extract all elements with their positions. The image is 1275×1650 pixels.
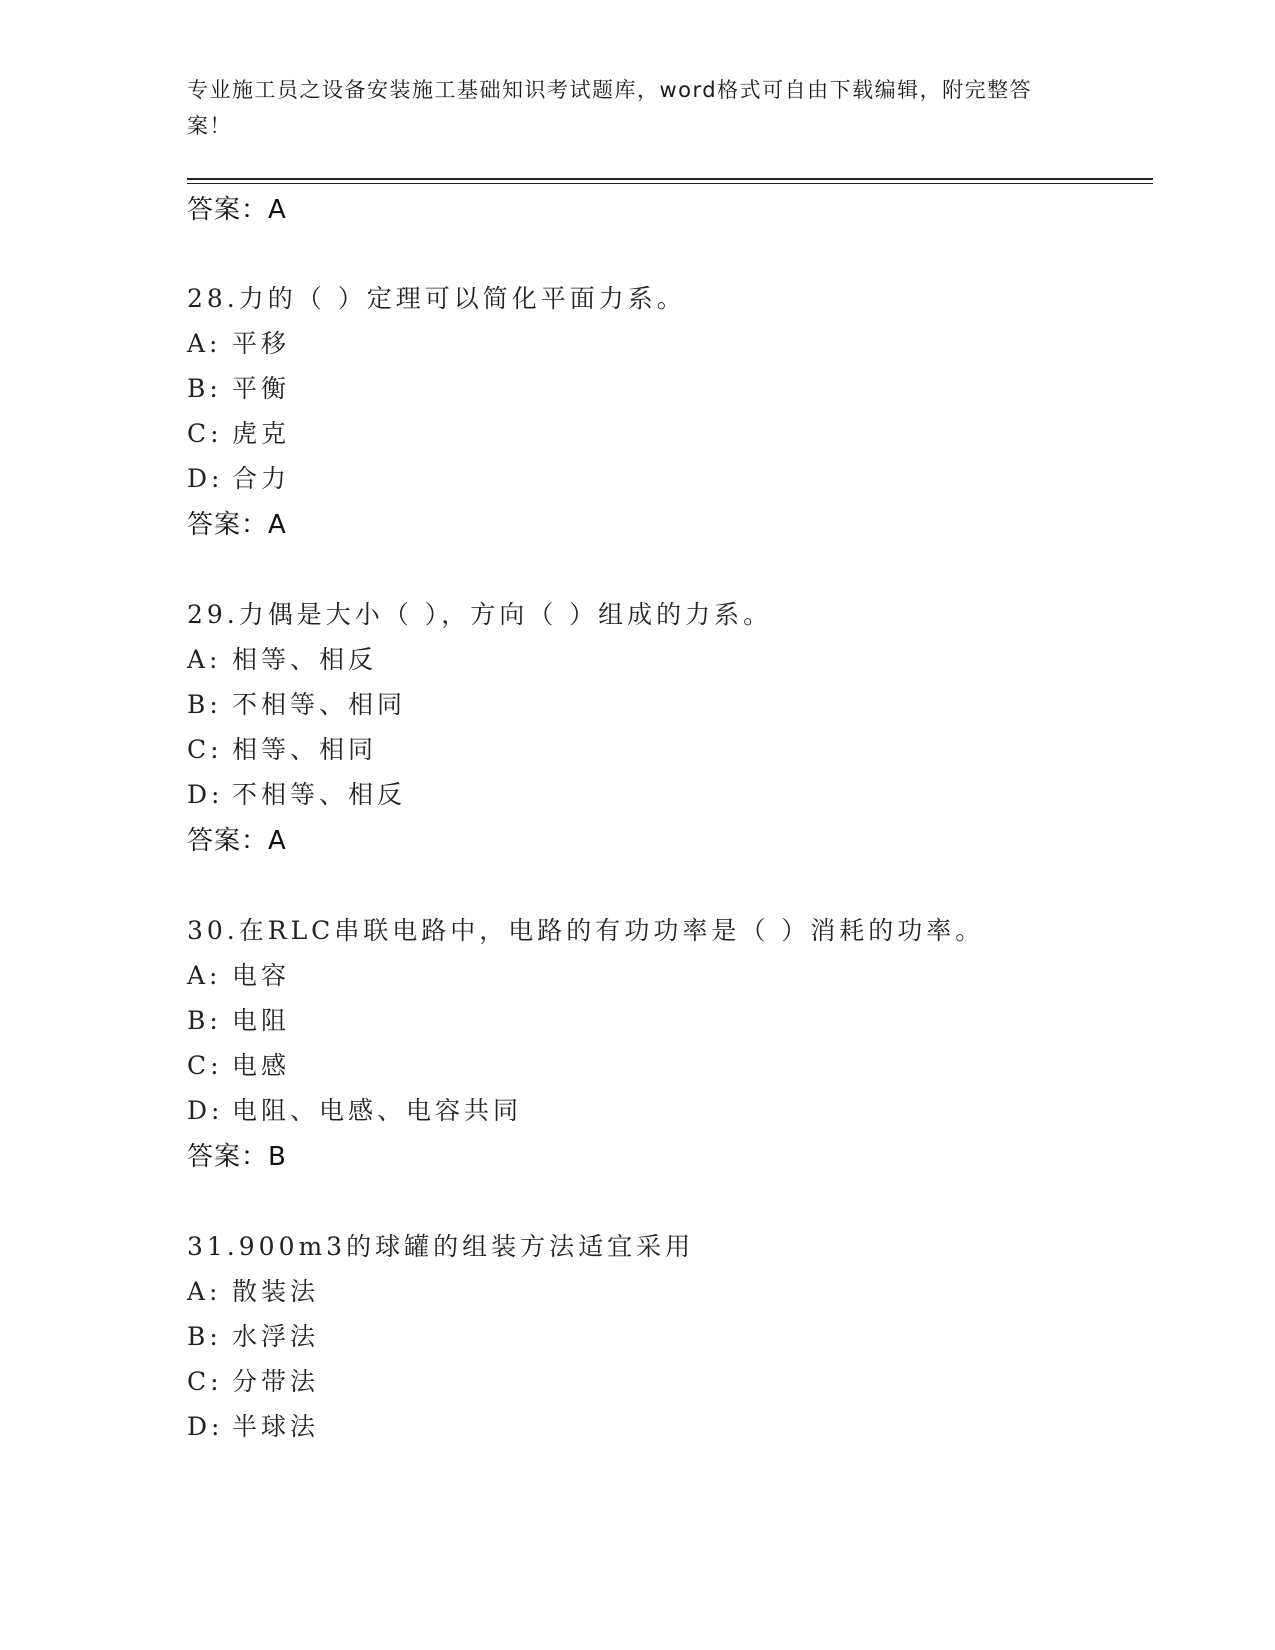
option-text: 半球法	[232, 1412, 320, 1441]
option-b	[187, 1321, 319, 1353]
option-letter: C:	[187, 1051, 223, 1080]
option-text: 相等、相同	[232, 735, 378, 764]
option-text: 电容	[232, 961, 291, 990]
option-text: 不相等、相同	[232, 690, 407, 719]
option-b	[187, 1005, 290, 1037]
option-d	[187, 1411, 319, 1443]
option-text: 散装法	[232, 1277, 320, 1306]
question-stem: 31.900m3的球罐的组装方法适宜采用	[187, 1232, 695, 1261]
answer-line: 答案：A	[187, 510, 287, 540]
option-a	[187, 1276, 319, 1308]
answer-line: 答案：B	[187, 1142, 287, 1172]
option-c	[187, 418, 290, 450]
option-text: 不相等、相反	[232, 780, 407, 809]
option-text: 分带法	[232, 1367, 320, 1396]
option-letter: A:	[187, 1277, 222, 1306]
option-letter: A:	[187, 645, 222, 674]
option-letter: D:	[187, 1412, 224, 1441]
option-c	[187, 734, 377, 766]
option-letter: D:	[187, 464, 224, 493]
option-text: 电阻	[232, 1006, 291, 1035]
option-letter: B:	[187, 690, 222, 719]
document-header: 专业施工员之设备安装施工基础知识考试题库，word格式可自由下载编辑，附完整答案！	[187, 78, 1033, 138]
option-text: 平移	[232, 329, 291, 358]
option-text: 相等、相反	[232, 645, 378, 674]
header-rule-thick	[187, 178, 1153, 180]
option-letter: D:	[187, 780, 224, 809]
option-letter: C:	[187, 735, 223, 764]
answer-line: 答案：A	[187, 195, 287, 225]
option-letter: D:	[187, 1096, 224, 1125]
header-rule-thin	[187, 183, 1153, 184]
option-c	[187, 1366, 319, 1398]
option-a	[187, 328, 290, 360]
option-b	[187, 373, 290, 405]
question-stem: 30.在RLC串联电路中，电路的有功功率是（ ）消耗的功率。	[187, 916, 985, 945]
option-text: 合力	[232, 464, 291, 493]
option-b	[187, 689, 406, 721]
option-a	[187, 644, 377, 676]
option-d	[187, 779, 406, 811]
option-text: 虎克	[232, 419, 291, 448]
option-letter: B:	[187, 1006, 222, 1035]
option-letter: B:	[187, 1322, 222, 1351]
option-d	[187, 1095, 522, 1127]
question-stem: 28.力的（ ）定理可以简化平面力系。	[187, 284, 686, 313]
option-c	[187, 1050, 290, 1082]
option-letter: B:	[187, 374, 222, 403]
option-a	[187, 960, 290, 992]
option-text: 水浮法	[232, 1322, 320, 1351]
option-text: 电阻、电感、电容共同	[232, 1096, 523, 1125]
option-d	[187, 463, 290, 495]
option-text: 电感	[232, 1051, 291, 1080]
option-letter: A:	[187, 961, 222, 990]
option-letter: C:	[187, 419, 223, 448]
option-letter: C:	[187, 1367, 223, 1396]
option-letter: A:	[187, 329, 222, 358]
option-text: 平衡	[232, 374, 291, 403]
question-stem: 29.力偶是大小（ ），方向（ ）组成的力系。	[187, 600, 773, 629]
answer-line: 答案：A	[187, 826, 287, 856]
